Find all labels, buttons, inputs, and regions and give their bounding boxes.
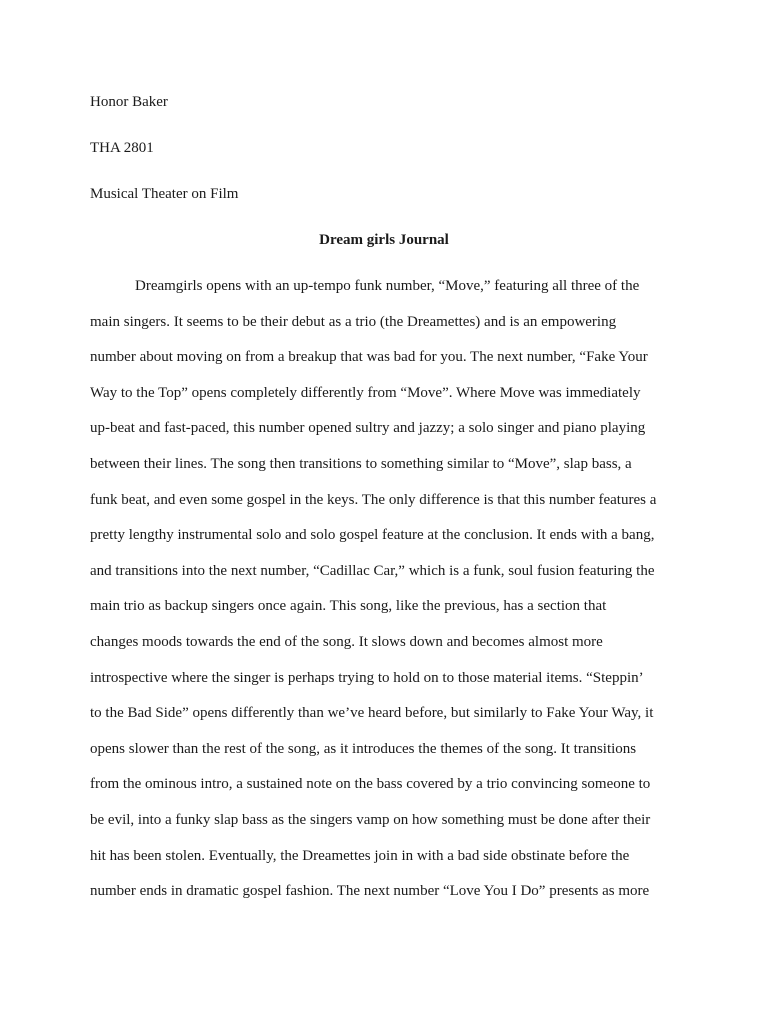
paragraph-line: to the Bad Side” opens differently than we’ve heard before, but similarly to Fake Your Way, it [90,705,654,722]
paragraph-line: up-beat and fast-paced, this number opened sultry and jazzy; a solo singer and piano playing [90,420,646,437]
course-title: Musical Theater on Film [90,186,239,202]
paragraph-line: Dreamgirls opens with an up-tempo funk number, “Move,” featuring all three of the [135,278,640,294]
paragraph-line: be evil, into a funky slap bass as the singers vamp on how something must be done after their [90,811,651,828]
paragraph-line: introspective where the singer is perhaps trying to hold on to those material items. “Steppin’ [90,669,644,686]
paragraph-line: main trio as backup singers once again. This song, like the previous, has a section that [90,598,607,615]
paragraph-line: number ends in dramatic gospel fashion. The next number “Love You I Do” presents as more [90,883,650,900]
document-title: Dream girls Journal [319,232,449,248]
paragraph-line: changes moods towards the end of the song. It slows down and becomes almost more [90,633,603,650]
paragraph-line: opens slower than the rest of the song, as it introduces the themes of the song. It transitions [90,740,637,757]
paragraph-line: between their lines. The song then transitions to something similar to “Move”, slap bass, a [90,455,632,472]
paragraph-line: funk beat, and even some gospel in the keys. The only difference is that this number features a [90,491,657,508]
paragraph-line: from the ominous intro, a sustained note on the bass covered by a trio convincing someone to [90,776,651,793]
author-name: Honor Baker [90,94,168,110]
paragraph-line: number about moving on from a breakup that was bad for you. The next number, “Fake Your [90,349,648,366]
paragraph-line: hit has been stolen. Eventually, the Dreamettes join in with a bad side obstinate before the [90,847,630,864]
course-code: THA 2801 [90,140,154,156]
paragraph-line: Way to the Top” opens completely differently from “Move”. Where Move was immediately [90,384,641,401]
paragraph-line: pretty lengthy instrumental solo and solo gospel feature at the conclusion. It ends with a bang, [90,527,655,544]
paragraph-line: main singers. It seems to be their debut as a trio (the Dreamettes) and is an empowering [90,313,617,330]
body-paragraph [90,276,690,917]
paragraph-line: and transitions into the next number, “Cadillac Car,” which is a funk, soul fusion featuring the [90,562,655,579]
